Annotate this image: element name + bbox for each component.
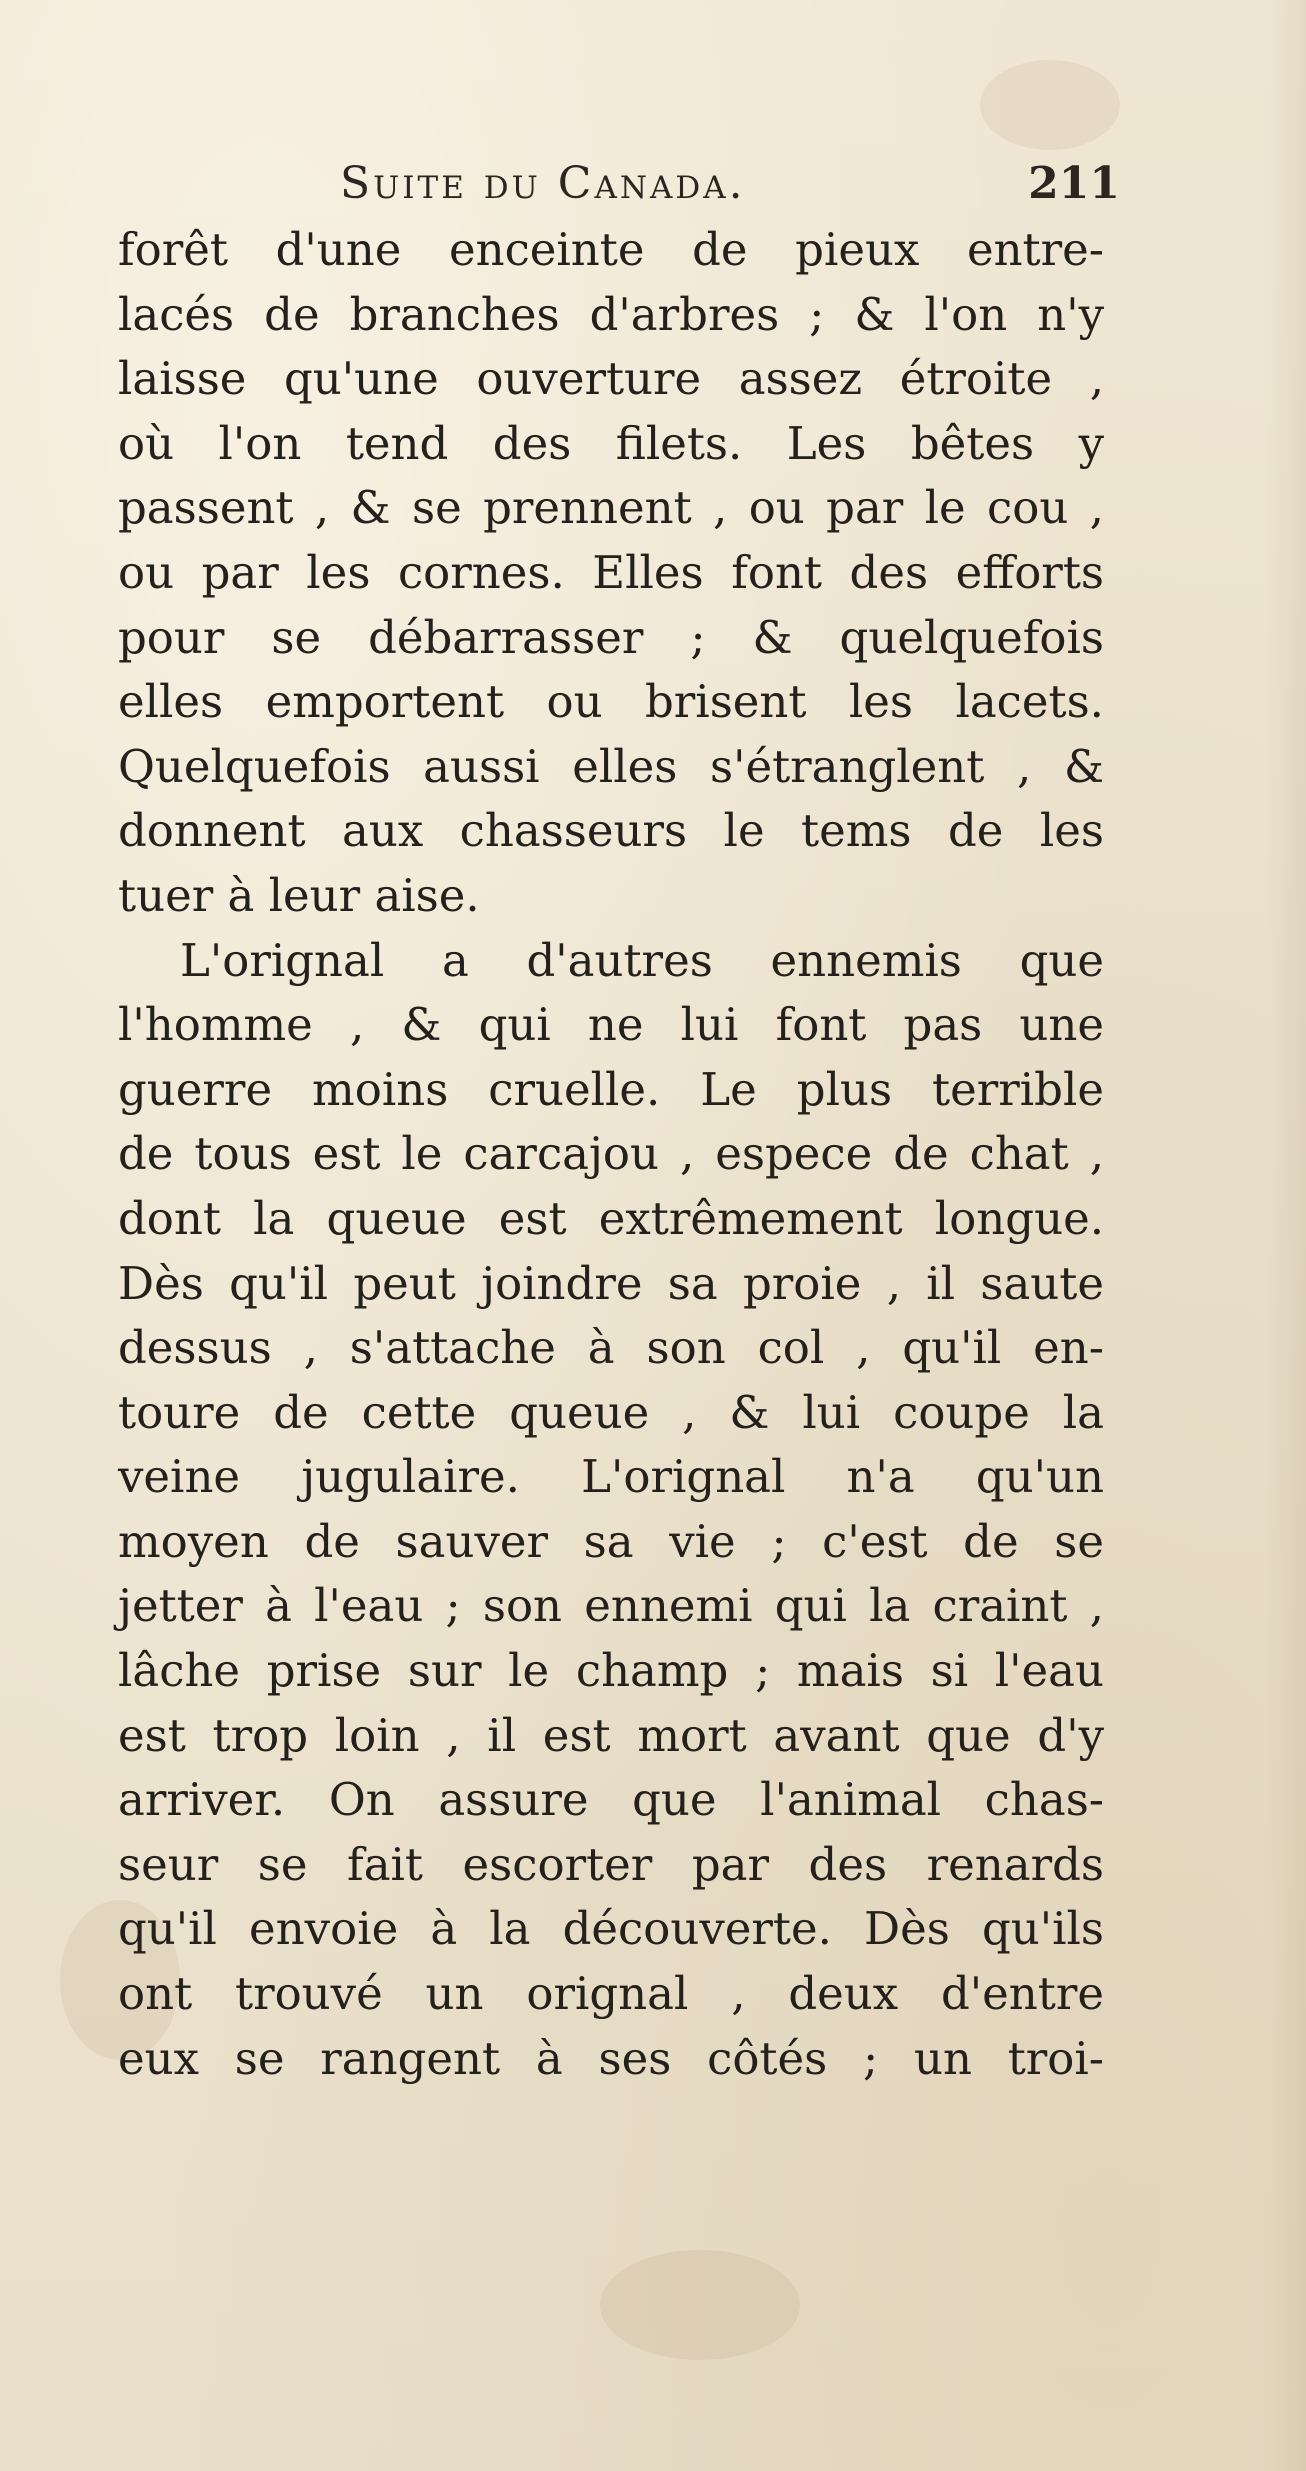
text-line: est trop loin , il est mort avant que d'y: [118, 1708, 1104, 1762]
running-head: [340, 158, 1180, 218]
text-line: où l'on tend des filets. Les bêtes y: [118, 416, 1104, 470]
text-line: tuer à leur aise.: [118, 868, 480, 922]
text-line: lacés de branches d'arbres ; & l'on n'y: [118, 287, 1104, 341]
text-line: arriver. On assure que l'animal chas-: [118, 1773, 1104, 1827]
text-line: elles emportent ou brisent les lacets.: [118, 675, 1104, 729]
text-line: dessus , s'attache à son col , qu'il en-: [118, 1321, 1104, 1375]
body-text: [118, 218, 1104, 2091]
text-line: veine jugulaire. L'orignal n'a qu'un: [118, 1450, 1104, 1504]
paragraph-first-line: L'orignal a d'autres ennemis que: [180, 933, 1104, 987]
text-line: ont trouvé un orignal , deux d'entre: [118, 1967, 1104, 2021]
page-edge-shadow: [1266, 0, 1306, 2471]
page-number: 211: [1028, 158, 1120, 209]
running-head-title: Suite du Canada.: [340, 158, 746, 209]
text-line: passent , & se prennent , ou par le cou ,: [118, 481, 1104, 535]
text-line: moyen de sauver sa vie ; c'est de se: [118, 1514, 1104, 1568]
text-line: donnent aux chasseurs le tems de les: [118, 804, 1104, 858]
text-line: laisse qu'une ouverture assez étroite ,: [118, 352, 1104, 406]
text-line: l'homme , & qui ne lui font pas une: [118, 998, 1104, 1052]
paper-stain: [600, 2250, 800, 2360]
text-line: seur se fait escorter par des renards: [118, 1837, 1104, 1891]
text-line: de tous est le carcajou , espece de chat ,: [118, 1127, 1104, 1181]
text-line: pour se débarrasser ; & quelquefois: [118, 610, 1104, 664]
text-line: lâche prise sur le champ ; mais si l'eau: [118, 1644, 1104, 1698]
text-line: Quelquefois aussi elles s'étranglent , &: [118, 739, 1104, 793]
text-line: toure de cette queue , & lui coupe la: [118, 1385, 1104, 1439]
text-line: guerre moins cruelle. Le plus terrible: [118, 1062, 1104, 1116]
text-line: eux se rangent à ses côtés ; un troi-: [118, 2031, 1104, 2085]
text-line: qu'il envoie à la découverte. Dès qu'ils: [118, 1902, 1104, 1956]
paper-stain: [980, 60, 1120, 150]
text-line: ou par les cornes. Elles font des efforts: [118, 545, 1104, 599]
text-line: jetter à l'eau ; son ennemi qui la craint ,: [118, 1579, 1104, 1633]
text-line: Dès qu'il peut joindre sa proie , il saute: [118, 1256, 1104, 1310]
text-line: dont la queue est extrêmement longue.: [118, 1191, 1104, 1245]
text-line: forêt d'une enceinte de pieux entre-: [118, 223, 1104, 276]
